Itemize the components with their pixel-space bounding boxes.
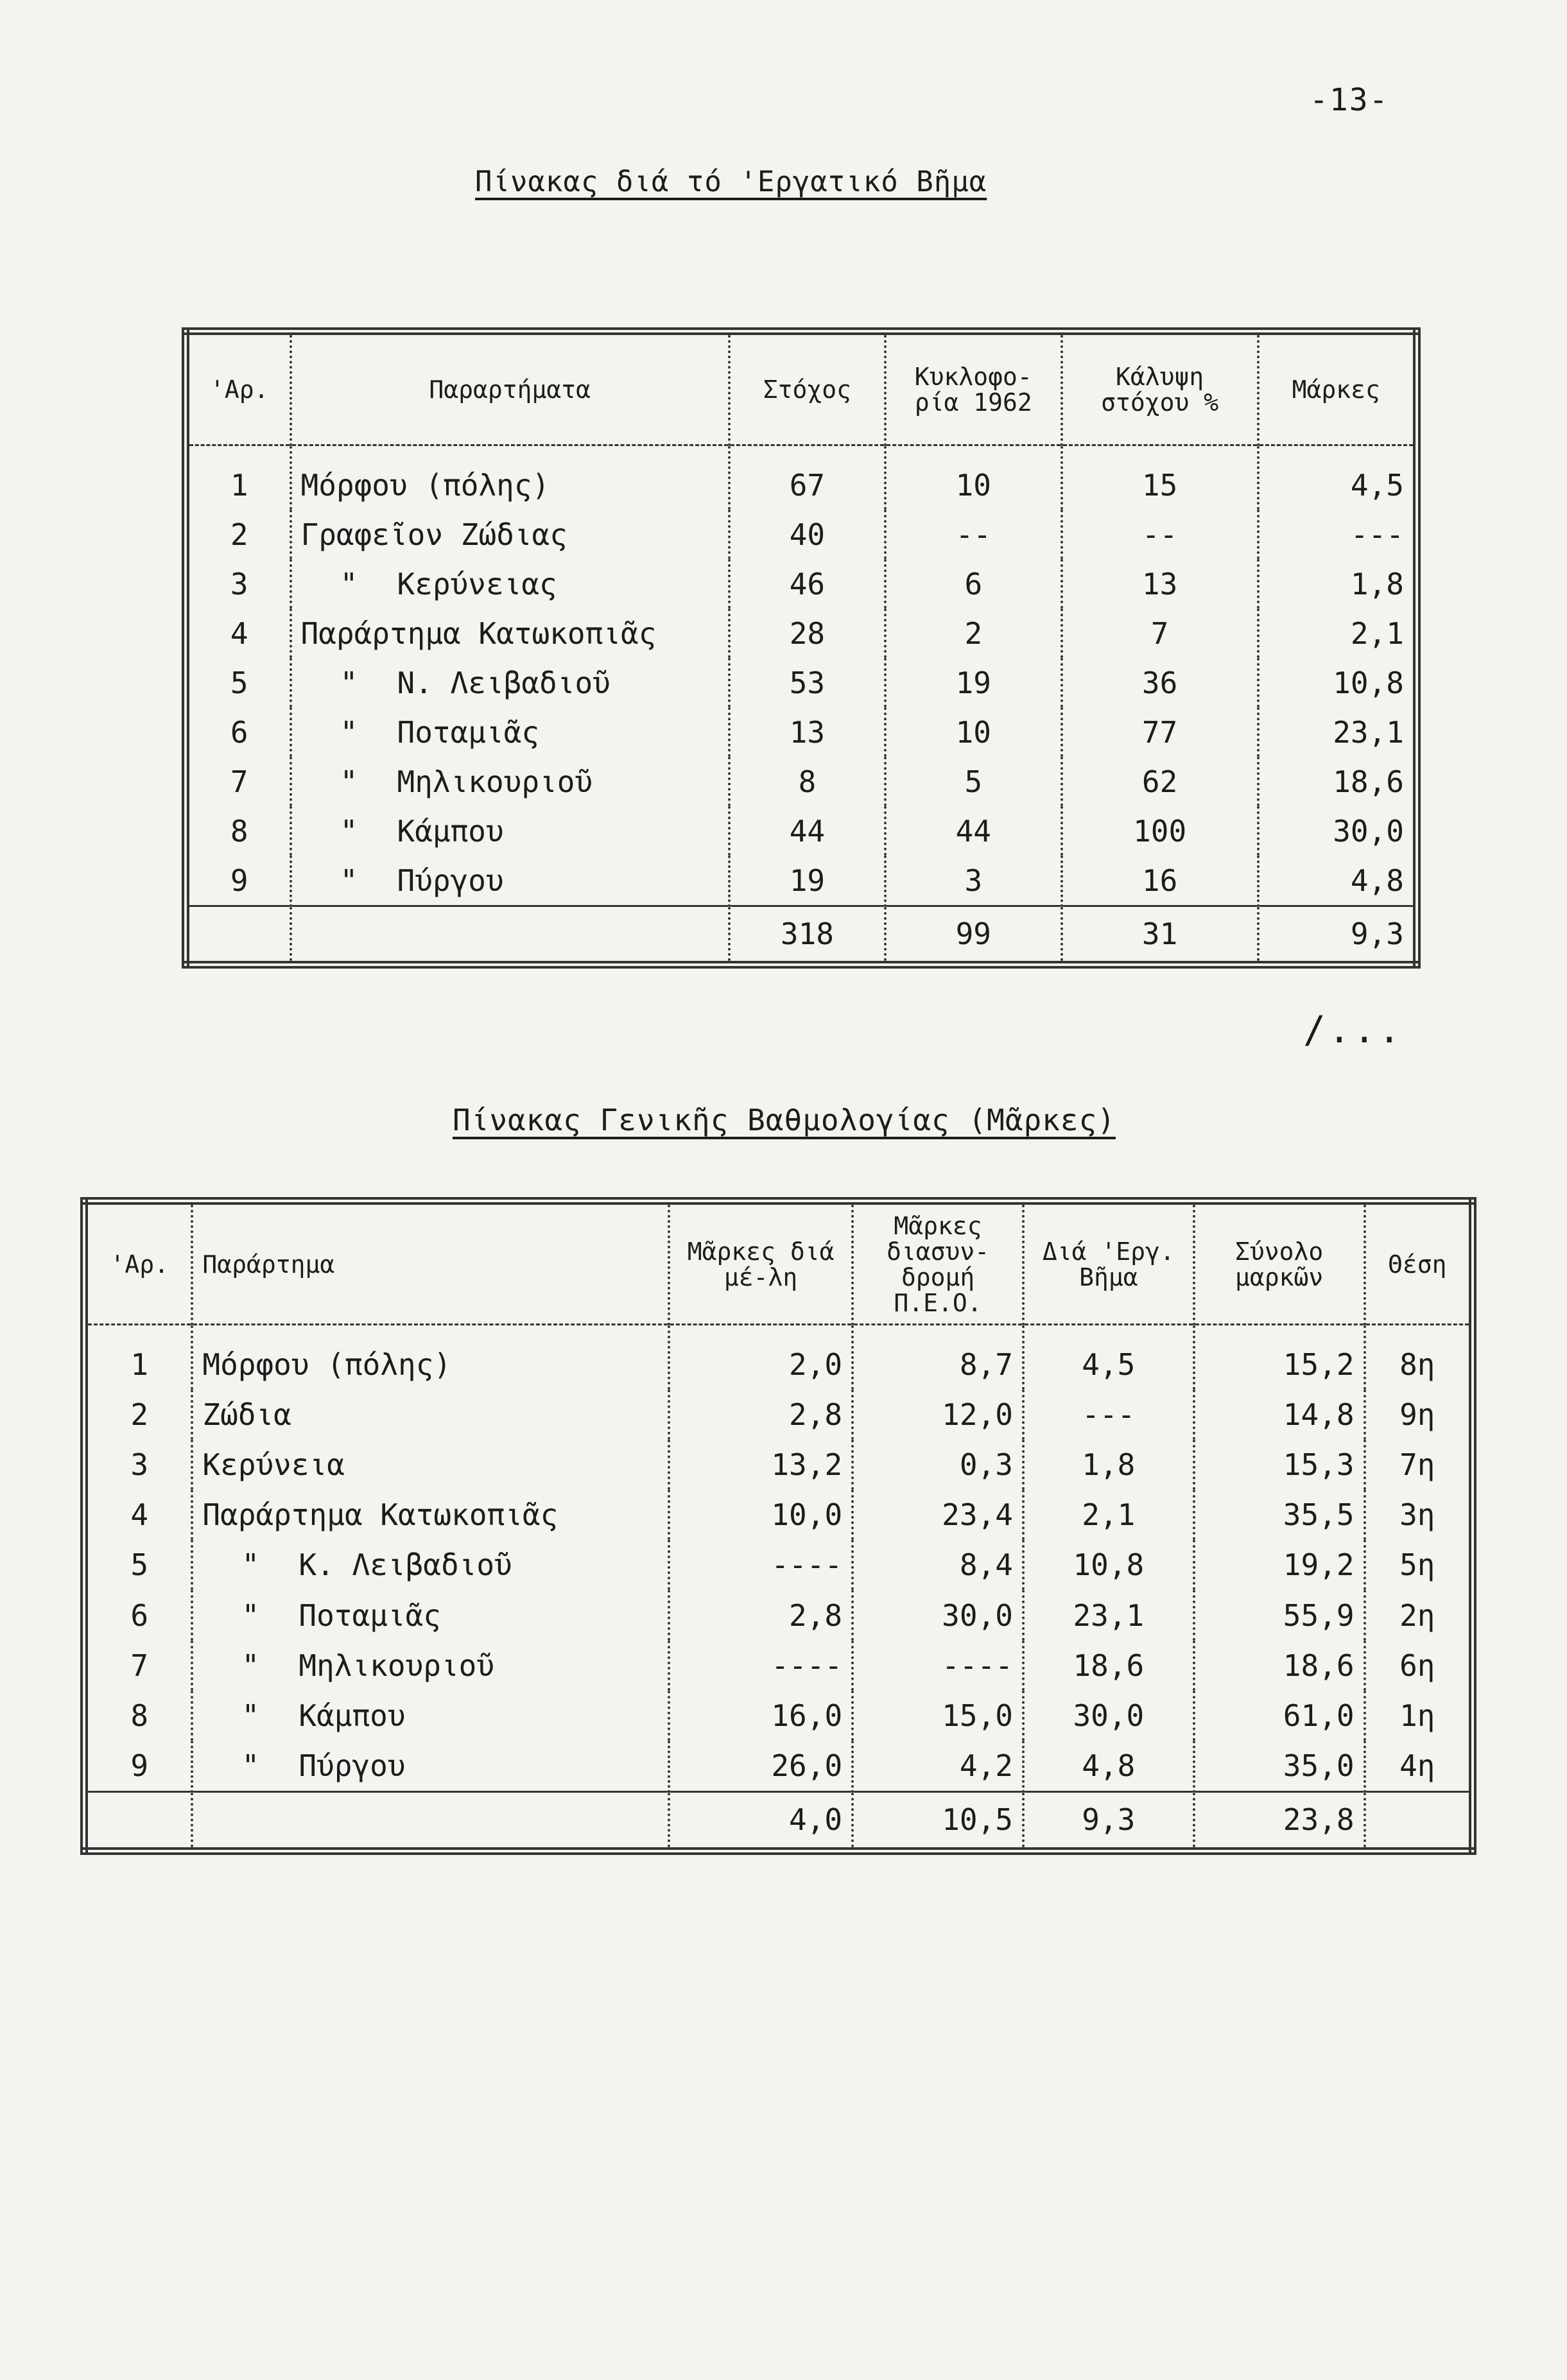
- rank-cell: 6η: [1365, 1641, 1473, 1691]
- empty-cell: [84, 1791, 192, 1851]
- branch-name-cell: [192, 1641, 669, 1691]
- header-number: 'Αρ.: [84, 1201, 192, 1325]
- ditto-mark: ": [241, 1598, 260, 1633]
- header-number: 'Αρ.: [186, 331, 291, 445]
- rank-cell: 1η: [1365, 1691, 1473, 1741]
- table-row: [186, 707, 1417, 757]
- row-number: 4: [230, 616, 248, 651]
- target-cell: 67: [729, 445, 885, 510]
- total-circulation: 99: [885, 906, 1062, 965]
- newspaper-table: [182, 327, 1421, 969]
- total-marks-cell: 35,0: [1194, 1741, 1365, 1792]
- header-marks: Μάρκες: [1258, 331, 1417, 445]
- ditto-mark: ": [340, 566, 358, 601]
- total-target: 318: [729, 906, 885, 965]
- coverage-cell: 36: [1062, 658, 1258, 707]
- circulation-cell: 10: [885, 707, 1062, 757]
- header-circulation: Κυκλοφο-ρία 1962: [885, 331, 1062, 445]
- branch-name: Κερύνεια: [202, 1447, 345, 1483]
- target-cell: 13: [729, 707, 885, 757]
- marks-cell: 4,8: [1258, 856, 1417, 906]
- branch-name-cell: [192, 1741, 669, 1792]
- member-marks-cell: ----: [669, 1641, 853, 1691]
- total-marks-cell: 61,0: [1194, 1691, 1365, 1741]
- table-row: [84, 1540, 1473, 1590]
- total-marks-cell: 19,2: [1194, 1540, 1365, 1590]
- target-cell: 44: [729, 806, 885, 856]
- table-row: [84, 1390, 1473, 1440]
- ditto-mark: ": [340, 764, 358, 799]
- row-number: 6: [130, 1598, 149, 1633]
- table-row: [84, 1741, 1473, 1792]
- vima-marks-cell: 1,8: [1023, 1440, 1194, 1490]
- header-target: Στόχος: [729, 331, 885, 445]
- member-marks-cell: 2,8: [669, 1590, 853, 1640]
- table-row: [84, 1590, 1473, 1640]
- rank-cell: 7η: [1365, 1440, 1473, 1490]
- header-total-marks: Σύνολο μαρκῶν: [1194, 1201, 1365, 1325]
- ditto-mark: ": [241, 1748, 260, 1783]
- circulation-cell: 5: [885, 757, 1062, 806]
- table-row: [186, 658, 1417, 707]
- member-marks-cell: 2,8: [669, 1390, 853, 1440]
- table-row: [186, 445, 1417, 510]
- branch-name-cell: [291, 658, 729, 707]
- branch-name: Ποταμιᾶς: [397, 714, 540, 750]
- branch-name: Μόρφου (πόλης): [300, 467, 550, 503]
- branch-name-cell: [291, 806, 729, 856]
- marks-cell: 10,8: [1258, 658, 1417, 707]
- table-row: [186, 510, 1417, 559]
- row-number: 8: [230, 813, 248, 849]
- row-number: 8: [130, 1698, 149, 1733]
- peo-marks-cell: 15,0: [853, 1691, 1023, 1741]
- member-marks-cell: 16,0: [669, 1691, 853, 1741]
- page-number: -13-: [1310, 82, 1389, 118]
- branch-name-cell: [291, 707, 729, 757]
- branch-name-cell: [192, 1540, 669, 1590]
- table-row: [84, 1641, 1473, 1691]
- ranking-table: [80, 1197, 1476, 1855]
- row-number: 9: [130, 1748, 149, 1783]
- branch-name-cell: [291, 445, 729, 510]
- header-peo-marks: Μᾶρκες διασυν-δρομή Π.Ε.Ο.: [853, 1201, 1023, 1325]
- branch-name-cell: [291, 608, 729, 658]
- ditto-mark: ": [241, 1698, 260, 1733]
- empty-cell: [186, 906, 291, 965]
- totals-row: [186, 906, 1417, 965]
- branch-name-cell: [192, 1440, 669, 1490]
- header-member-marks: Μᾶρκες διά μέ-λη: [669, 1201, 853, 1325]
- rank-cell: 4η: [1365, 1741, 1473, 1792]
- branch-name-cell: [192, 1390, 669, 1440]
- branch-name: Μόρφου (πόλης): [202, 1347, 452, 1383]
- ditto-mark: ": [340, 863, 358, 898]
- total-marks-cell: 15,3: [1194, 1440, 1365, 1490]
- peo-marks-cell: 8,4: [853, 1540, 1023, 1590]
- branch-name: Παράρτημα Κατωκοπιᾶς: [202, 1497, 558, 1533]
- circulation-cell: --: [885, 510, 1062, 559]
- branch-name: Κάμπου: [299, 1698, 406, 1733]
- total-marks-cell: 55,9: [1194, 1590, 1365, 1640]
- target-cell: 28: [729, 608, 885, 658]
- rank-cell: 8η: [1365, 1325, 1473, 1390]
- vima-marks-cell: 4,5: [1023, 1325, 1194, 1390]
- circulation-cell: 2: [885, 608, 1062, 658]
- row-number: 7: [130, 1648, 149, 1683]
- row-number: 5: [130, 1548, 149, 1583]
- empty-cell: [1365, 1791, 1473, 1851]
- branch-name-cell: [291, 510, 729, 559]
- row-number: 4: [130, 1497, 149, 1533]
- row-number: 2: [230, 517, 248, 552]
- row-number: 3: [230, 566, 248, 601]
- header-branch: Παράρτημα: [192, 1201, 669, 1325]
- vima-marks-cell: 23,1: [1023, 1590, 1194, 1640]
- target-cell: 19: [729, 856, 885, 906]
- circulation-cell: 3: [885, 856, 1062, 906]
- peo-marks-cell: 4,2: [853, 1741, 1023, 1792]
- empty-cell: [192, 1791, 669, 1851]
- target-cell: 46: [729, 559, 885, 608]
- target-cell: 8: [729, 757, 885, 806]
- peo-marks-cell: 0,3: [853, 1440, 1023, 1490]
- coverage-cell: 13: [1062, 559, 1258, 608]
- target-cell: 40: [729, 510, 885, 559]
- vima-marks-cell: 2,1: [1023, 1490, 1194, 1540]
- member-marks-cell: 10,0: [669, 1490, 853, 1540]
- vima-marks-cell: ---: [1023, 1390, 1194, 1440]
- ditto-mark: ": [340, 665, 358, 700]
- circulation-cell: 19: [885, 658, 1062, 707]
- ditto-mark: ": [241, 1648, 260, 1683]
- branch-name-cell: [192, 1691, 669, 1741]
- branch-name: Πύργου: [397, 863, 504, 898]
- branch-name-cell: [192, 1325, 669, 1390]
- coverage-cell: 100: [1062, 806, 1258, 856]
- row-number: 2: [130, 1397, 149, 1433]
- branch-name: Ποταμιᾶς: [299, 1598, 441, 1633]
- branch-name-cell: [291, 559, 729, 608]
- branch-name: Κάμπου: [397, 813, 504, 849]
- branch-name: Μηλικουριοῦ: [397, 764, 593, 799]
- total-marks: 9,3: [1258, 906, 1417, 965]
- coverage-cell: 16: [1062, 856, 1258, 906]
- coverage-cell: 7: [1062, 608, 1258, 658]
- vima-marks-cell: 10,8: [1023, 1540, 1194, 1590]
- table-row: [84, 1440, 1473, 1490]
- ditto-mark: ": [340, 714, 358, 750]
- table2-title: Πίνακας Γενικῆς Βαθμολογίας (Μᾶρκες): [453, 1103, 1116, 1137]
- branch-name-cell: [291, 757, 729, 806]
- table-row: [186, 806, 1417, 856]
- rank-cell: 5η: [1365, 1540, 1473, 1590]
- row-number: 1: [130, 1347, 149, 1383]
- row-number: 5: [230, 665, 248, 700]
- member-marks-cell: 26,0: [669, 1741, 853, 1792]
- branch-name: Ν. Λειβαδιοῦ: [397, 665, 610, 700]
- peo-marks-cell: 23,4: [853, 1490, 1023, 1540]
- marks-cell: 4,5: [1258, 445, 1417, 510]
- target-cell: 53: [729, 658, 885, 707]
- total-vima-marks: 9,3: [1023, 1791, 1194, 1851]
- coverage-cell: 15: [1062, 445, 1258, 510]
- total-peo-marks: 10,5: [853, 1791, 1023, 1851]
- marks-cell: 2,1: [1258, 608, 1417, 658]
- table-row: [84, 1490, 1473, 1540]
- rank-cell: 9η: [1365, 1390, 1473, 1440]
- branch-name: Κ. Λειβαδιοῦ: [299, 1548, 512, 1583]
- branch-name: Πύργου: [299, 1748, 406, 1783]
- member-marks-cell: 13,2: [669, 1440, 853, 1490]
- table-row: [186, 757, 1417, 806]
- coverage-cell: --: [1062, 510, 1258, 559]
- row-number: 6: [230, 714, 248, 750]
- total-marks-cell: 14,8: [1194, 1390, 1365, 1440]
- row-number: 1: [230, 467, 248, 503]
- ditto-mark: ": [241, 1548, 260, 1583]
- marks-cell: 18,6: [1258, 757, 1417, 806]
- header-coverage: Κάλυψη στόχου %: [1062, 331, 1258, 445]
- circulation-cell: 44: [885, 806, 1062, 856]
- row-number: 9: [230, 863, 248, 898]
- branch-name: Κερύνειας: [397, 566, 557, 601]
- marks-cell: 30,0: [1258, 806, 1417, 856]
- vima-marks-cell: 18,6: [1023, 1641, 1194, 1691]
- circulation-cell: 10: [885, 445, 1062, 510]
- total-member-marks: 4,0: [669, 1791, 853, 1851]
- total-coverage: 31: [1062, 906, 1258, 965]
- total-marks-cell: 18,6: [1194, 1641, 1365, 1691]
- row-number: 3: [130, 1447, 149, 1483]
- empty-cell: [291, 906, 729, 965]
- row-number: 7: [230, 764, 248, 799]
- branch-name: Παράρτημα Κατωκοπιᾶς: [300, 616, 657, 651]
- table-row: [84, 1325, 1473, 1390]
- branch-name-cell: [192, 1490, 669, 1540]
- rank-cell: 3η: [1365, 1490, 1473, 1540]
- totals-row: [84, 1791, 1473, 1851]
- vima-marks-cell: 30,0: [1023, 1691, 1194, 1741]
- marks-cell: 23,1: [1258, 707, 1417, 757]
- peo-marks-cell: 30,0: [853, 1590, 1023, 1640]
- header-rank: Θέση: [1365, 1201, 1473, 1325]
- table-row: [186, 559, 1417, 608]
- header-vima-marks: Διά 'Εργ. Βῆμα: [1023, 1201, 1194, 1325]
- total-total-marks: 23,8: [1194, 1791, 1365, 1851]
- table-row: [84, 1691, 1473, 1741]
- coverage-cell: 77: [1062, 707, 1258, 757]
- total-marks-cell: 15,2: [1194, 1325, 1365, 1390]
- peo-marks-cell: ----: [853, 1641, 1023, 1691]
- member-marks-cell: 2,0: [669, 1325, 853, 1390]
- continuation-mark: /...: [1303, 1008, 1403, 1051]
- member-marks-cell: ----: [669, 1540, 853, 1590]
- marks-cell: 1,8: [1258, 559, 1417, 608]
- branch-name: Ζώδια: [202, 1397, 291, 1433]
- peo-marks-cell: 8,7: [853, 1325, 1023, 1390]
- rank-cell: 2η: [1365, 1590, 1473, 1640]
- marks-cell: ---: [1258, 510, 1417, 559]
- circulation-cell: 6: [885, 559, 1062, 608]
- total-marks-cell: 35,5: [1194, 1490, 1365, 1540]
- table1-title: Πίνακας διά τό 'Εργατικό Βῆμα: [475, 166, 987, 198]
- vima-marks-cell: 4,8: [1023, 1741, 1194, 1792]
- branch-name: Μηλικουριοῦ: [299, 1648, 495, 1683]
- branch-name-cell: [192, 1590, 669, 1640]
- peo-marks-cell: 12,0: [853, 1390, 1023, 1440]
- branch-name: Γραφεῖον Ζώδιας: [300, 517, 567, 552]
- coverage-cell: 62: [1062, 757, 1258, 806]
- table-row: [186, 856, 1417, 906]
- table-row: [186, 608, 1417, 658]
- header-branches: Παραρτήματα: [291, 331, 729, 445]
- ditto-mark: ": [340, 813, 358, 849]
- branch-name-cell: [291, 856, 729, 906]
